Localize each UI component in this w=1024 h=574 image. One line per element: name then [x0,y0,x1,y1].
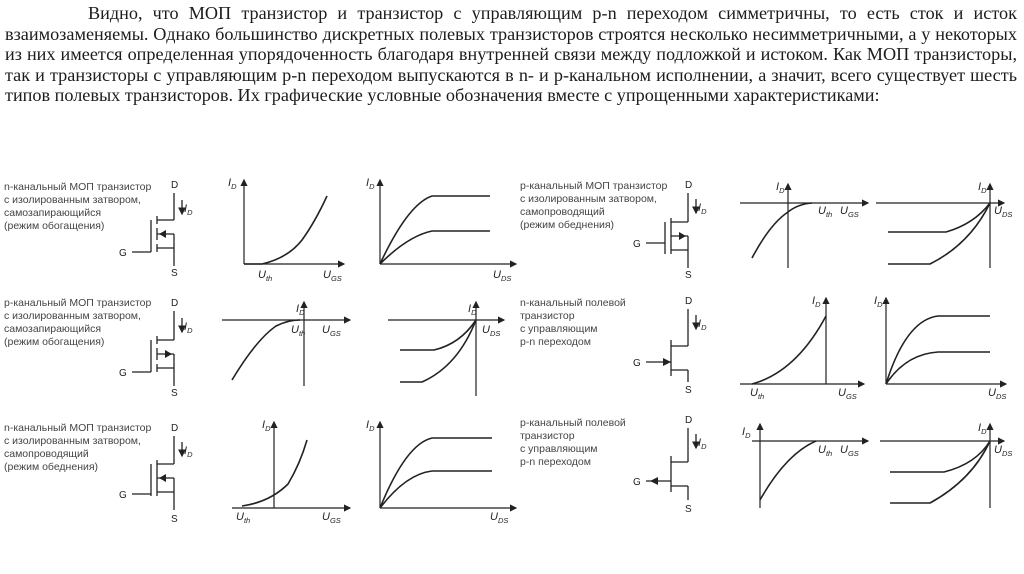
drain-current-label [184,203,193,217]
svg-text:ID: $I_D$ [742,426,751,440]
svg-text:с изолированным затвором,: с изолированным затвором, [4,310,141,322]
svg-text:D: D [685,296,693,307]
svg-text:p-канальный МОП транзистор: p-канальный МОП транзистор [520,180,668,192]
svg-text:Uth: $U_{th}$ [291,324,306,338]
intro-paragraph: Видно, что МОП транзистор и транзистор с управляющим p-n переходом симметричны, то есть сток и исток взаимозаменяемы. Однако большинство дискретных полевых транзисторов строятся несколько несимметричными, а у некоторых из них имеется определенная упорядоченность благодаря внутренней связи между подложкой и истоком. Как МОП транзисторы, так и транзисторы с управляющим p-n переходом выпускаются в n- и p-канальном исполнении, а значит, всего существует шесть типов полевых транзисторов. Их графические условные обозначения вместе с упрощенными характеристиками: [5,3,1017,106]
svg-text:самопроводящий: самопроводящий [520,206,605,218]
svg-text:UDS: $U_{DS}$ [994,205,1013,219]
svg-text:ID: $I_D$ [698,202,707,216]
graph-n-mos-dep-output [366,419,516,525]
svg-text:с управляющим: с управляющим [520,443,598,455]
graph-n-jfet-output [874,295,1006,401]
svg-text:G: G [119,248,127,259]
svg-text:UDS: $U_{DS}$ [988,387,1007,401]
svg-text:UDS: $U_{DS}$ [482,324,501,338]
svg-text:ID: $I_D$ [366,177,375,191]
svg-text:p-канальный МОП транзистор: p-канальный МОП транзистор [4,297,152,309]
svg-text:ID: $I_D$ [262,419,271,433]
svg-text:G: G [633,477,641,488]
svg-text:G: G [119,490,127,501]
graph-n-jfet-transfer [740,295,864,401]
svg-text:Uth: $U_{th}$ [818,444,833,458]
svg-text:UGS: $U_{GS}$ [838,387,857,401]
svg-text:ID: $I_D$ [874,295,883,309]
svg-text:S: S [171,514,178,525]
svg-text:(режим обеднения): (режим обеднения) [4,461,99,473]
symbol-n-jfet [633,296,707,396]
label-t2 [4,422,151,473]
svg-text:D: D [171,298,179,309]
svg-text:ID: $I_D$ [698,318,707,332]
svg-text:(режим обогащения): (режим обогащения) [4,336,105,348]
svg-text:UDS: $U_{DS}$ [490,511,509,525]
svg-text:p-канальный полевой: p-канальный полевой [520,417,626,429]
svg-text:с изолированным затвором,: с изолированным затвором, [520,193,657,205]
svg-text:S: S [171,388,178,399]
svg-text:G: G [633,239,641,250]
svg-text:S: S [685,385,692,396]
svg-text:самопроводящий: самопроводящий [4,448,89,460]
svg-text:ID: $I_D$ [468,303,477,317]
svg-text:(режим обогащения): (режим обогащения) [4,220,105,232]
svg-text:p-n переходом: p-n переходом [520,336,591,348]
svg-text:D: D [685,180,693,191]
svg-text:ID: $I_D$ [184,203,193,217]
graph-p-mos-enh-output [388,302,504,396]
svg-text:транзистор: транзистор [520,430,575,442]
svg-text:ID: $I_D$ [296,303,305,317]
svg-text:Uth: $U_{th}$ [818,205,833,219]
label-t5 [520,417,626,468]
svg-text:n-канальный МОП транзистор: n-канальный МОП транзистор [4,181,152,193]
svg-text:S: S [685,504,692,515]
graph-p-jfet-output [880,422,1012,508]
svg-text:S: S [171,268,178,279]
svg-text:UGS: $U_{GS}$ [322,511,341,525]
graph-n-mos-enh-output [366,177,516,283]
graph-n-mos-dep-transfer [232,419,350,525]
svg-text:самозапирающийся: самозапирающийся [4,207,102,219]
label-t0 [4,181,151,232]
svg-text:ID: $I_D$ [184,445,193,459]
graph-p-jfet-transfer [742,424,868,508]
label-t4 [520,297,626,348]
svg-text:ID: $I_D$ [978,181,987,195]
svg-text:ID: $I_D$ [978,422,987,436]
label-t3 [520,180,667,231]
label-t1 [4,297,151,348]
graph-p-mos-dep-transfer [740,181,868,268]
svg-text:UGS: $U_{GS}$ [840,205,859,219]
svg-text:n-канальный полевой: n-канальный полевой [520,297,626,309]
svg-text:ID: $I_D$ [184,321,193,335]
svg-text:с изолированным затвором,: с изолированным затвором, [4,194,141,206]
svg-text:Uth: $U_{th}$ [236,511,251,525]
svg-text:самозапирающийся: самозапирающийся [4,323,102,335]
svg-text:ID: $I_D$ [812,295,821,309]
svg-text:ID: $I_D$ [698,437,707,451]
symbol-p-jfet [633,415,707,515]
svg-text:Uth: $U_{th}$ [258,269,273,283]
graph-p-mos-dep-output [876,181,1012,268]
svg-text:D: D [171,423,179,434]
svg-text:G: G [119,368,127,379]
svg-text:(режим обеднения): (режим обеднения) [520,219,615,231]
svg-text:G: G [633,358,641,369]
svg-text:с управляющим: с управляющим [520,323,598,335]
svg-text:UDS: $U_{DS}$ [493,269,512,283]
svg-text:n-канальный МОП транзистор: n-канальный МОП транзистор [4,422,152,434]
svg-text:Uth: $U_{th}$ [750,387,765,401]
svg-text:UDS: $U_{DS}$ [994,444,1013,458]
svg-text:UGS: $U_{GS}$ [323,269,342,283]
svg-text:с изолированным затвором,: с изолированным затвором, [4,435,141,447]
graph-p-mos-enh-transfer [222,302,350,386]
svg-text:ID: $I_D$ [366,419,375,433]
svg-text:ID: $I_D$ [776,181,785,195]
graph-n-mos-enh-transfer [228,177,344,283]
svg-text:p-n переходом: p-n переходом [520,456,591,468]
svg-text:UGS: $U_{GS}$ [840,444,859,458]
svg-text:транзистор: транзистор [520,310,575,322]
svg-text:S: S [685,270,692,281]
svg-text:ID: $I_D$ [228,177,237,191]
svg-text:D: D [685,415,693,426]
svg-text:D: D [171,180,179,191]
svg-text:UGS: $U_{GS}$ [322,324,341,338]
